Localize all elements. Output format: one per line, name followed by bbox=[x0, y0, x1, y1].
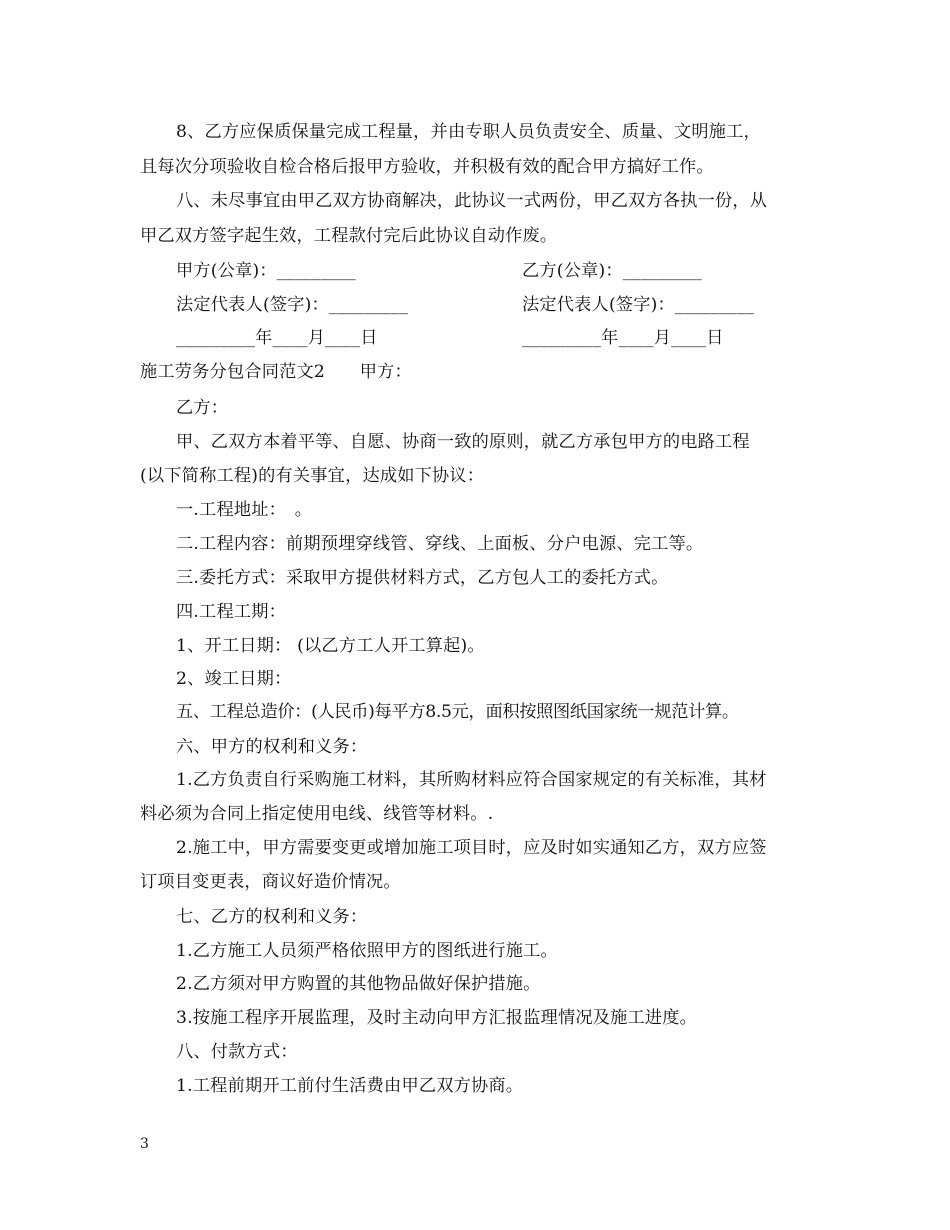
party-a-seal: 甲方(公章)：_________ bbox=[176, 261, 356, 281]
section-title: 施工劳务分包合同范文2 甲方： bbox=[140, 362, 412, 382]
paragraph-line: 2.乙方须对甲方购置的其他物品做好保护措施。 bbox=[176, 974, 541, 994]
paragraph-line: 1.乙方负责自行采购施工材料，其所购材料应符合国家规定的有关标准，其材 bbox=[176, 770, 767, 790]
paragraph-line: 1.乙方施工人员须严格依照甲方的图纸进行施工。 bbox=[176, 941, 558, 961]
paragraph-line: 三.委托方式：采取甲方提供材料方式，乙方包人工的委托方式。 bbox=[176, 568, 669, 588]
paragraph-line: 1、开工日期： (以乙方工人开工算起)。 bbox=[176, 636, 485, 656]
paragraph-line: 3.按施工程序开展监理，及时主动向甲方汇报监理情况及施工进度。 bbox=[176, 1008, 698, 1028]
paragraph-line: 八、未尽事宜由甲乙双方协商解决，此协议一式两份，甲乙双方各执一份，从 bbox=[176, 191, 768, 211]
party-a-rep: 法定代表人(签字)：_________ bbox=[176, 295, 409, 315]
paragraph-line: 六、甲方的权利和义务： bbox=[176, 737, 368, 757]
paragraph-line: 2.施工中，甲方需要变更或增加施工项目时，应及时如实通知乙方，双方应签 bbox=[176, 838, 767, 858]
party-b-rep: 法定代表人(签字)：_________ bbox=[522, 295, 755, 315]
paragraph-line: 一.工程地址： 。 bbox=[176, 500, 313, 520]
party-a-date: _________年____月____日 bbox=[176, 328, 378, 348]
paragraph-line: (以下简称工程)的有关事宜，达成如下协议： bbox=[140, 466, 485, 486]
paragraph-line: 二.工程内容：前期预埋穿线管、穿线、上面板、分户电源、完工等。 bbox=[176, 534, 704, 554]
paragraph-line: 8、乙方应保质保量完成工程量，并由专职人员负责安全、质量、文明施工， bbox=[176, 122, 761, 142]
page-number: 3 bbox=[140, 1136, 149, 1152]
paragraph-line: 料必须为合同上指定使用电线、线管等材料。. bbox=[140, 804, 494, 824]
paragraph-line: 乙方： bbox=[176, 398, 229, 418]
paragraph-line: 甲、乙双方本着平等、自愿、协商一致的原则，就乙方承包甲方的电路工程 bbox=[176, 432, 750, 452]
paragraph-line: 2、竣工日期： bbox=[176, 669, 292, 689]
paragraph-line: 七、乙方的权利和义务： bbox=[176, 907, 368, 927]
paragraph-line: 五、工程总造价：(人民币)每平方8.5元，面积按照图纸国家统一规范计算。 bbox=[176, 702, 739, 722]
party-b-seal: 乙方(公章)：_________ bbox=[522, 261, 702, 281]
paragraph-line: 1.工程前期开工前付生活费由甲乙双方协商。 bbox=[176, 1076, 524, 1096]
paragraph-line: 八、付款方式： bbox=[176, 1042, 298, 1062]
paragraph-line: 且每次分项验收自检合格后报甲方验收，并积极有效的配合甲方搞好工作。 bbox=[140, 157, 714, 177]
party-b-date: _________年____月____日 bbox=[522, 328, 724, 348]
paragraph-line: 四.工程工期： bbox=[176, 602, 286, 622]
paragraph-line: 甲乙双方签字起生效，工程款付完后此协议自动作废。 bbox=[140, 226, 558, 246]
paragraph-line: 订项目变更表，商议好造价情况。 bbox=[140, 872, 401, 892]
